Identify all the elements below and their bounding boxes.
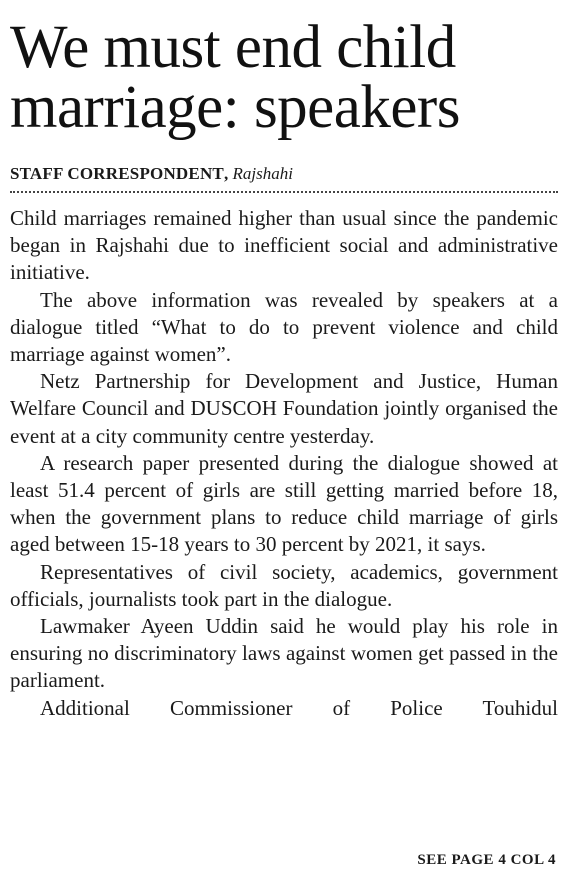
paragraph-7: Additional Commissioner of Police Touhidul bbox=[40, 695, 558, 720]
byline bbox=[10, 163, 558, 185]
dotted-divider bbox=[10, 191, 558, 193]
headline-line-1: We must end child bbox=[10, 14, 456, 81]
news-article bbox=[10, 0, 558, 722]
paragraph-3: Netz Partnership for Development and Justice, Human Welfare Council and DUSCOH Foundation jointly organised the event at a city community centre yesterday. bbox=[10, 369, 558, 448]
headline-line-2: marriage: speakers bbox=[10, 74, 460, 141]
paragraph-1: Child marriages remained higher than usual since the pandemic began in Rajshahi due to inefficient social and administrative initiative. bbox=[10, 206, 558, 285]
headline bbox=[10, 0, 558, 141]
article-body bbox=[10, 205, 558, 722]
byline-name: STAFF CORRESPONDENT bbox=[10, 164, 224, 183]
byline-separator: , bbox=[223, 164, 229, 183]
paragraph-6: Lawmaker Ayeen Uddin said he would play his role in ensuring no discriminatory laws against women get passed in the parliament. bbox=[10, 614, 558, 693]
paragraph-4: A research paper presented during the dialogue showed at least 51.4 percent of girls are still getting married before 18, when the government plans to reduce child marriage of girls aged between 15-18 years to 30 percent by 2021, it says. bbox=[10, 450, 558, 557]
continued-on-page-note: SEE PAGE 4 COL 4 bbox=[417, 852, 556, 868]
byline-location: Rajshahi bbox=[232, 164, 293, 183]
paragraph-2: The above information was revealed by speakers at a dialogue titled “What to do to prevent violence and child marriage against women”. bbox=[10, 287, 558, 367]
paragraph-5: Representatives of civil society, academics, government officials, journalists took part in the dialogue. bbox=[10, 559, 558, 611]
